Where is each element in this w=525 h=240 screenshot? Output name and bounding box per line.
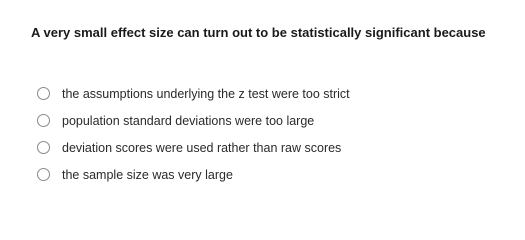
answer-options — [37, 80, 350, 188]
answer-option-label: population standard deviations were too large — [62, 113, 315, 128]
question-text: A very small effect size can turn out to be statistically significant because — [31, 25, 486, 40]
answer-option-2[interactable] — [37, 107, 350, 134]
radio-button-icon[interactable] — [37, 168, 50, 181]
answer-option-label: the sample size was very large — [62, 167, 233, 182]
answer-option-label: the assumptions underlying the z test were too strict — [62, 86, 350, 101]
radio-button-icon[interactable] — [37, 114, 50, 127]
answer-option-1[interactable] — [37, 80, 350, 107]
radio-button-icon[interactable] — [37, 87, 50, 100]
answer-option-label: deviation scores were used rather than raw scores — [62, 140, 342, 155]
answer-option-4[interactable] — [37, 161, 350, 188]
radio-button-icon[interactable] — [37, 141, 50, 154]
answer-option-3[interactable] — [37, 134, 350, 161]
